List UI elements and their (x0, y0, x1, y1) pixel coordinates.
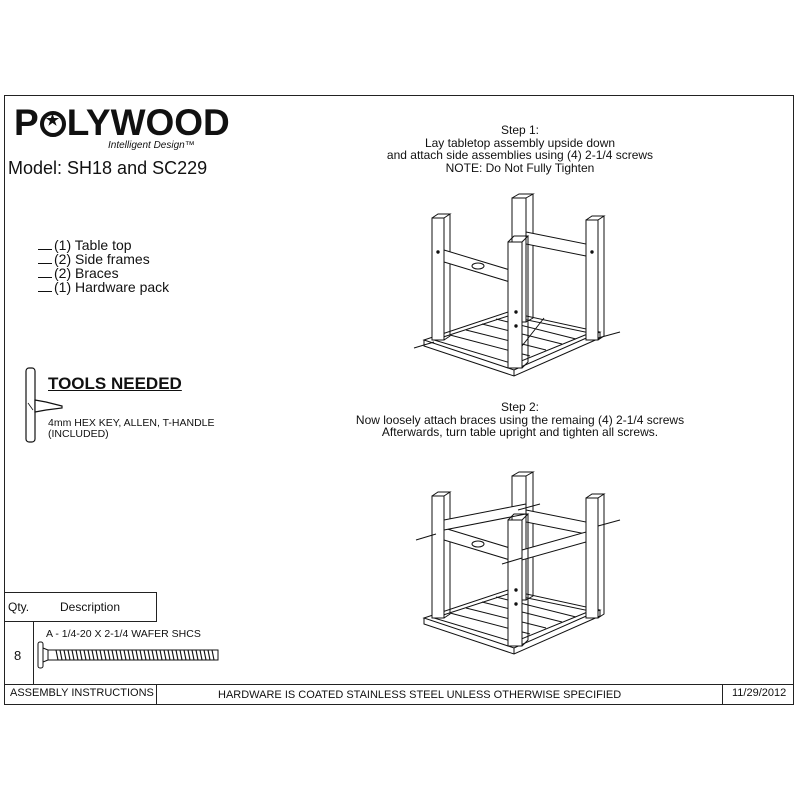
parts-list-item: (1) Hardware pack (38, 280, 169, 294)
brand-tagline: Intelligent Design™ (108, 140, 195, 151)
model-title: Model: SH18 and SC229 (8, 158, 208, 178)
document-date: 11/29/2012 (722, 684, 794, 705)
hardware-name: A - 1/4-20 X 2-1/4 WAFER SHCS (46, 628, 201, 640)
step-1-text: Step 1: Lay tabletop assembly upside down and attach side assemblies using (4) 2-1/4 screws NOTE: Do Not Fully Tighten (386, 123, 654, 175)
qty-header: Qty. (8, 600, 30, 614)
polywood-logo: P★ LYWOOD (14, 104, 230, 141)
step-2-text: Step 2: Now loosely attach braces using the remaing (4) 2-1/4 screws Afterwards, turn table upright and tighten all screws. (355, 400, 685, 439)
tools-needed-title: TOOLS NEEDED (48, 374, 182, 393)
step-2-diagram (410, 470, 630, 660)
tools-description: 4mm HEX KEY, ALLEN, T-HANDLE (INCLUDED) (48, 417, 215, 440)
parts-list (38, 238, 169, 294)
assembly-instructions-label: ASSEMBLY INSTRUCTIONS (4, 684, 157, 705)
parts-list-item: (2) Side frames (38, 252, 169, 266)
logo-star-icon (40, 111, 66, 137)
parts-list-item: (1) Table top (38, 238, 169, 252)
hardware-qty: 8 (14, 648, 22, 663)
description-header: Description (60, 600, 121, 614)
hardware-note: HARDWARE IS COATED STAINLESS STEEL UNLESS OTHERWISE SPECIFIED (218, 689, 622, 701)
step-1-diagram (410, 192, 630, 382)
wafer-screw-icon (36, 640, 221, 670)
parts-list-item: (2) Braces (38, 266, 169, 280)
